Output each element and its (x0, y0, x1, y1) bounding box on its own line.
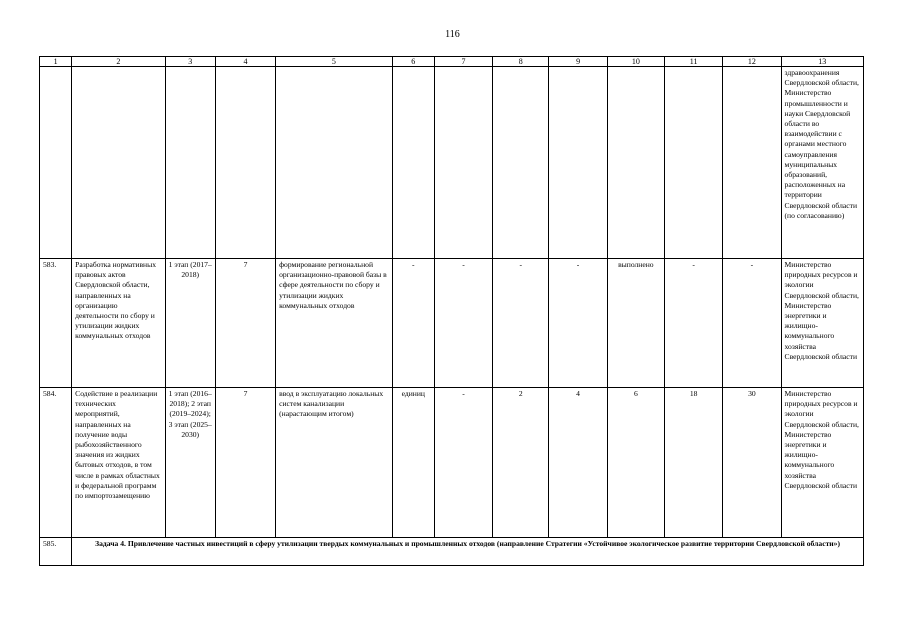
row-number: 583. (40, 259, 72, 388)
unit-cell: - (392, 259, 434, 388)
empty-cell (276, 67, 393, 259)
empty-cell (493, 67, 549, 259)
empty-cell (549, 67, 607, 259)
indicator-cell: ввод в эксплуатацию локальных систем канализации (нарастающим итогом) (276, 388, 393, 538)
value-cell: - (434, 259, 492, 388)
value-cell: - (549, 259, 607, 388)
table-row-583 (40, 259, 864, 388)
header-cell: 9 (549, 57, 607, 67)
measure-name: Разработка нормативных правовых актов Свердловской области, направленных на организацию деятельности по сбору и утилизации жидких коммунальных отходов (72, 259, 165, 388)
value-cell: - (434, 388, 492, 538)
value-cell: - (493, 259, 549, 388)
header-cell: 7 (434, 57, 492, 67)
header-cell: 5 (276, 57, 393, 67)
row-number: 584. (40, 388, 72, 538)
header-cell: 12 (723, 57, 781, 67)
program-table (39, 56, 864, 566)
empty-cell (40, 67, 72, 259)
header-cell: 6 (392, 57, 434, 67)
header-cell: 1 (40, 57, 72, 67)
unit-cell: единиц (392, 388, 434, 538)
header-cell: 10 (607, 57, 664, 67)
executor-cell: Министерство природных ресурсов и экологии Свердловской области, Министерство энергетики и жилищно-коммунального хозяйства Свердловской области (781, 388, 863, 538)
table-row-585 (40, 538, 864, 566)
header-cell: 13 (781, 57, 863, 67)
value-cell: 30 (723, 388, 781, 538)
empty-cell (392, 67, 434, 259)
value-cell: 6 (607, 388, 664, 538)
column-number-header (40, 57, 864, 67)
value-cell: выполнено (607, 259, 664, 388)
empty-cell (664, 67, 722, 259)
value-cell: 2 (493, 388, 549, 538)
header-cell: 2 (72, 57, 165, 67)
table-row-584 (40, 388, 864, 538)
page-number: 116 (445, 29, 460, 40)
value-cell: - (723, 259, 781, 388)
empty-cell (723, 67, 781, 259)
measure-name: Содействие в реализации технических мероприятий, направленных на получение воды рыбохозяйственного значения из жидких бытовых отходов, в том числе в рамках областных и федеральной программ по импортозамещению (72, 388, 165, 538)
header-cell: 4 (215, 57, 275, 67)
value-cell: 18 (664, 388, 722, 538)
table-row-continued (40, 67, 864, 259)
empty-cell (215, 67, 275, 259)
stage-cell: 1 этап (2016–2018); 2 этап (2019–2024); 3 этап (2025–2030) (165, 388, 215, 538)
empty-cell (72, 67, 165, 259)
empty-cell (165, 67, 215, 259)
task-heading: Задача 4. Привлечение частных инвестиций в сферу утилизации твердых коммунальных и промышленных отходов (направление Стратегии «Устойчивое экологическое развитие территории Свердловской области») (72, 538, 864, 566)
header-cell: 8 (493, 57, 549, 67)
executor-cell: здравоохранения Свердловской области, Министерство промышленности и науки Свердловской области во взаимодействии с органами местного самоуправления муниципальных образований, расположенных на территории Свердловской области (по согласованию) (781, 67, 863, 259)
column-4-cell: 7 (215, 388, 275, 538)
stage-cell: 1 этап (2017–2018) (165, 259, 215, 388)
empty-cell (607, 67, 664, 259)
indicator-cell: формирование региональной организационно-правовой базы в сфере деятельности по сбору и утилизации жидких коммунальных отходов (276, 259, 393, 388)
header-cell: 3 (165, 57, 215, 67)
value-cell: 4 (549, 388, 607, 538)
executor-cell: Министерство природных ресурсов и экологии Свердловской области, Министерство энергетики и жилищно-коммунального хозяйства Свердловской области (781, 259, 863, 388)
column-4-cell: 7 (215, 259, 275, 388)
value-cell: - (664, 259, 722, 388)
empty-cell (434, 67, 492, 259)
header-cell: 11 (664, 57, 722, 67)
row-number: 585. (40, 538, 72, 566)
